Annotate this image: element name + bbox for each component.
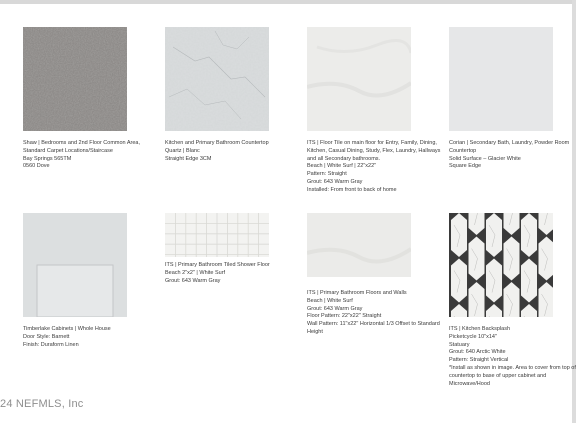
picket-tile: [504, 237, 520, 281]
bath-floor-tile-base: [307, 213, 411, 277]
picket-tile: [451, 259, 467, 303]
picket-tile: [486, 259, 502, 303]
copyright-footer: 24 NEFMLS, Inc: [0, 398, 84, 410]
top-border: [0, 0, 576, 4]
countertop-texture: [165, 27, 269, 131]
bath-floor-tile-swatch: [307, 213, 411, 277]
cabinet-panel: [37, 265, 113, 317]
corian-swatch: [449, 27, 553, 131]
countertop-caption: Kitchen and Primary Bathroom Countertop Quartz | Blanc Straight Edge 3CM: [165, 140, 269, 162]
shower-tile-swatch: [165, 213, 269, 257]
floor-tile-caption: ITS | Floor Tile on main floor for Entry, Family, Dining, Kitchen, Casual Dining, Study, Flex, Laundry, Hallways and all Secondary bathrooms. Beach | White Surf | 22"x22" Pattern: Straight Grout: 643 Warm Gray Installed: From front to back of home: [307, 140, 441, 193]
countertop-swatch: [165, 27, 269, 131]
carpet-swatch: [23, 27, 127, 131]
cabinet-door-swatch: [23, 213, 127, 317]
picket-tile: [539, 237, 554, 281]
backsplash-swatch: [449, 213, 553, 317]
picket-tile: [469, 282, 485, 317]
picket-tile: [504, 282, 520, 317]
bath-floor-tile-caption: ITS | Primary Bathroom Floors and Walls Beach | White Surf Grout: 643 Warm Gray Floor Pattern: 22"x22" Straight Wall Pattern: 11"x22" Horizontal 1/3 Offset to Standard Height: [307, 290, 440, 335]
picket-tile: [521, 213, 537, 257]
corian-base: [449, 27, 553, 131]
cabinet-caption: Timberlake Cabinets | Whole House Door Style: Barnett Finish: Duraform Linen: [23, 326, 111, 348]
floor-tile-swatch: [307, 27, 411, 131]
picket-tile: [451, 213, 467, 257]
floor-tile-base: [307, 27, 411, 131]
carpet-caption: Shaw | Bedrooms and 2nd Floor Common Area, Standard Carpet Locations/Staircase Bay Springs 565TM 0560 Dove: [23, 140, 140, 170]
shower-tile-caption: ITS | Primary Bathroom Tiled Shower Floor Beach 2"x2" | White Surf Grout: 643 Warm Gray: [165, 262, 270, 284]
picket-tile: [469, 237, 485, 281]
backsplash-caption: ITS | Kitchen Backsplash Picketcycle 10"x14" Statuary Grout: 640 Arctic White Pattern: Straight Vertical *Install as shown in image. Area to cover from top of countertop to base of upper cabinet and Microwave/Hood: [449, 326, 576, 387]
carpet-texture: [23, 27, 127, 131]
corian-caption: Corian | Secondary Bath, Laundry, Powder Room Countertop Solid Surface – Glacier White Square Edge: [449, 140, 570, 170]
picket-tile: [486, 213, 502, 257]
picket-tile: [521, 259, 537, 303]
